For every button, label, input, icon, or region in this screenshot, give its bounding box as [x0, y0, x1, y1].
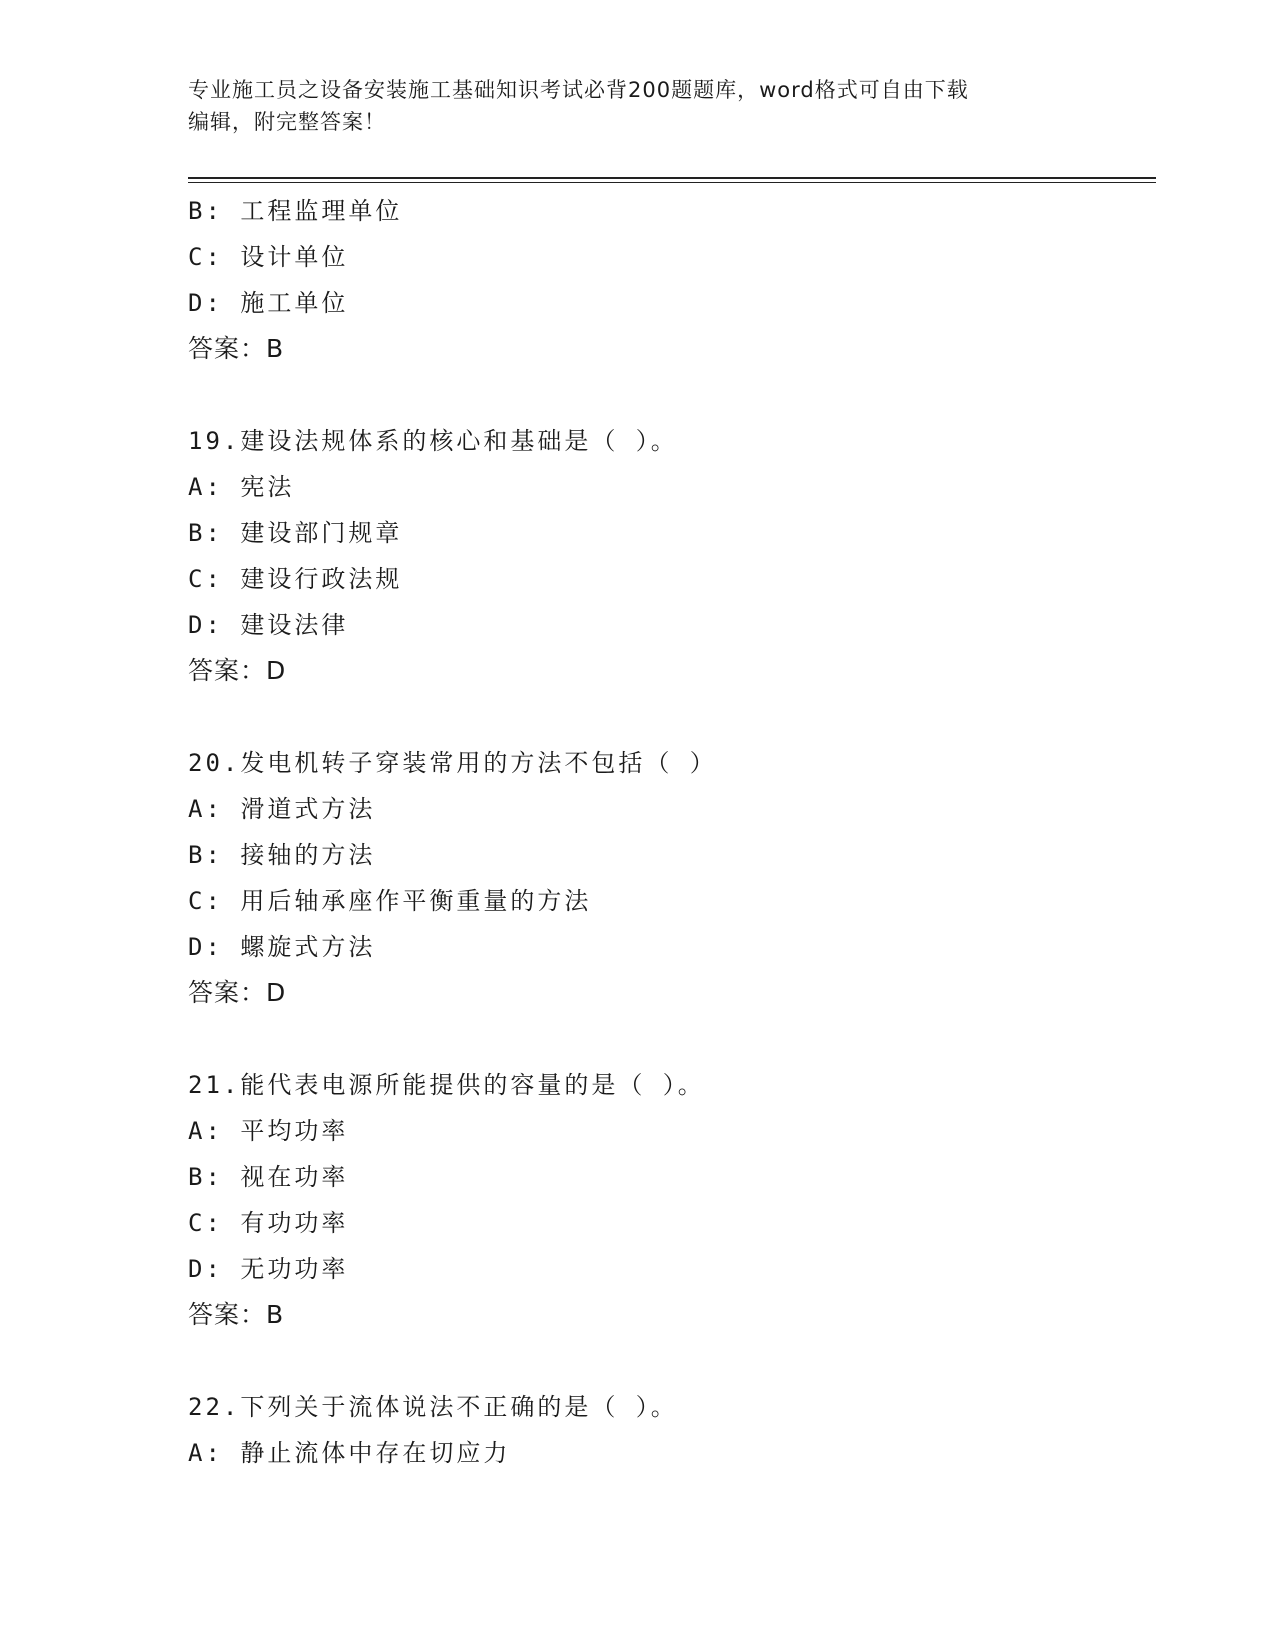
question-21 [188, 1062, 1148, 1338]
option-a: A: 静止流体中存在切应力 [188, 1439, 511, 1467]
option-c: C: 建设行政法规 [188, 565, 403, 593]
option-b: B: 建设部门规章 [188, 519, 403, 547]
option-d: D: 无功功率 [188, 1255, 349, 1283]
option-c: C: 用后轴承座作平衡重量的方法 [188, 887, 592, 915]
answer-line: 答案：D [188, 656, 287, 685]
question-stem: 22.下列关于流体说法不正确的是（ ）。 [188, 1393, 678, 1421]
spacer [188, 372, 1148, 418]
option-d: D: 施工单位 [188, 289, 349, 317]
question-18-tail [188, 188, 1148, 372]
answer-line: 答案：B [188, 334, 285, 363]
question-list [188, 188, 1148, 1476]
header-divider-bottom [188, 182, 1156, 183]
option-a: A: 滑道式方法 [188, 795, 376, 823]
question-19 [188, 418, 1148, 694]
document-header [188, 74, 1088, 138]
spacer [188, 1016, 1148, 1062]
option-c: C: 有功功率 [188, 1209, 349, 1237]
option-b: B: 接轴的方法 [188, 841, 376, 869]
answer-line: 答案：B [188, 1300, 285, 1329]
question-20 [188, 740, 1148, 1016]
option-d: D: 螺旋式方法 [188, 933, 376, 961]
spacer [188, 694, 1148, 740]
question-stem: 21.能代表电源所能提供的容量的是（ ）。 [188, 1071, 705, 1099]
option-a: A: 宪法 [188, 473, 295, 501]
question-stem: 19.建设法规体系的核心和基础是（ ）。 [188, 427, 678, 455]
option-b: B: 视在功率 [188, 1163, 349, 1191]
spacer [188, 1338, 1148, 1384]
option-c: C: 设计单位 [188, 243, 349, 271]
question-22 [188, 1384, 1148, 1476]
option-b: B: 工程监理单位 [188, 197, 403, 225]
question-stem: 20.发电机转子穿装常用的方法不包括（ ） [188, 749, 717, 777]
header-divider-top [188, 177, 1156, 179]
option-a: A: 平均功率 [188, 1117, 349, 1145]
header-line-1: 专业施工员之设备安装施工基础知识考试必背200题题库，word格式可自由下载 [188, 78, 969, 102]
option-d: D: 建设法律 [188, 611, 349, 639]
answer-line: 答案：D [188, 978, 287, 1007]
header-line-2: 编辑，附完整答案！ [188, 110, 386, 134]
